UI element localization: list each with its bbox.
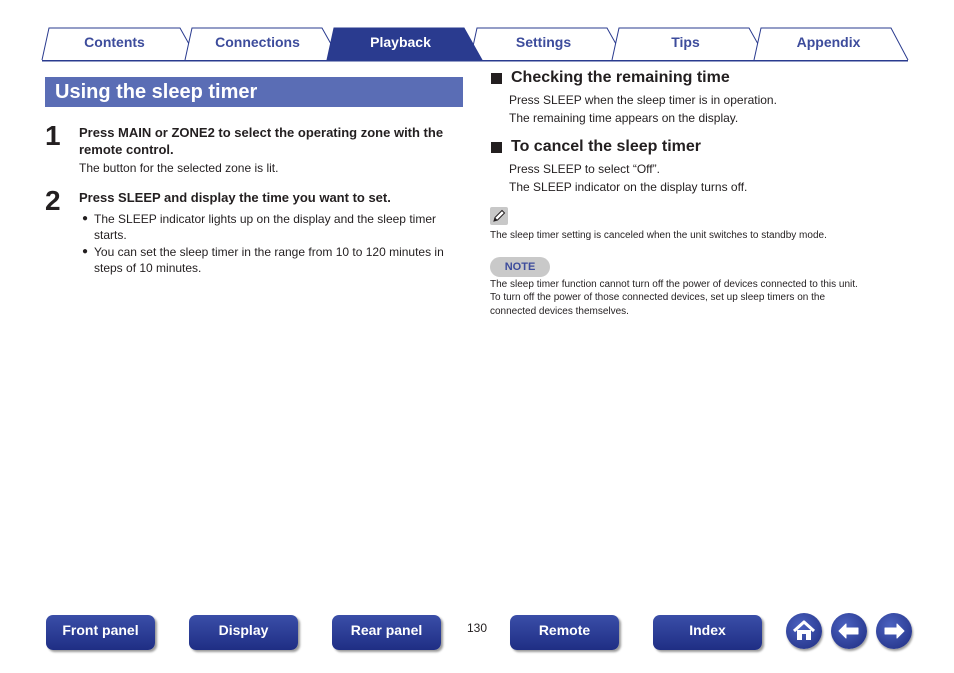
note-line-1: The sleep timer function cannot turn off the power of devices connected to this unit.	[490, 279, 858, 290]
bullet-dot: ●	[82, 246, 89, 257]
tab-outlines	[0, 0, 954, 64]
section-marker-icon	[491, 142, 502, 153]
step-number-1: 1	[45, 120, 61, 151]
tab-settings[interactable]: Settings	[515, 34, 572, 50]
top-tab-bar	[0, 0, 954, 64]
arrow-right-icon[interactable]	[876, 613, 912, 649]
step-2-heading: Press SLEEP and display the time you want to set.	[79, 190, 391, 205]
pencil-icon	[490, 207, 508, 225]
note-line-2: To turn off the power of those connected devices, set up sleep timers on the	[490, 292, 826, 303]
section-marker-icon	[491, 73, 502, 84]
remote-button[interactable]: Remote	[510, 615, 619, 650]
step-1-text: The button for the selected zone is lit.	[79, 161, 279, 175]
section-heading-cancel: To cancel the sleep timer	[511, 138, 701, 155]
tab-tips[interactable]: Tips	[671, 34, 700, 50]
rear-panel-button[interactable]: Rear panel	[332, 615, 441, 650]
arrow-left-icon[interactable]	[831, 613, 867, 649]
step-2-bullet-2: You can set the sleep timer in the range from 10 to 120 minutes in steps of 10 minutes.	[94, 245, 444, 275]
tab-contents[interactable]: Contents	[84, 34, 145, 50]
step-number-2: 2	[45, 185, 61, 216]
note-badge: NOTE	[490, 257, 550, 277]
page-title: Using the sleep timer	[55, 81, 258, 103]
section-1-line-1: Press SLEEP when the sleep timer is in operation.	[509, 93, 777, 107]
home-icon[interactable]	[786, 613, 822, 649]
tab-connections[interactable]: Connections	[215, 34, 300, 50]
index-button[interactable]: Index	[653, 615, 762, 650]
page-title-bar	[45, 77, 463, 107]
page-number: 130	[466, 621, 488, 635]
step-2-bullet-1: The SLEEP indicator lights up on the display and the sleep timer starts.	[94, 212, 436, 242]
tab-playback[interactable]: Playback	[370, 34, 431, 50]
front-panel-button[interactable]: Front panel	[46, 615, 155, 650]
section-2-line-1: Press SLEEP to select “Off”.	[509, 162, 660, 176]
tab-appendix[interactable]: Appendix	[796, 34, 861, 50]
section-heading-checking: Checking the remaining time	[511, 69, 730, 86]
note-line-3: connected devices themselves.	[490, 306, 629, 317]
display-button[interactable]: Display	[189, 615, 298, 650]
memo-text: The sleep timer setting is canceled when the unit switches to standby mode.	[490, 230, 827, 241]
section-2-line-2: The SLEEP indicator on the display turns off.	[509, 180, 748, 194]
step-1-heading: Press MAIN or ZONE2 to select the operating zone with the remote control.	[79, 125, 444, 157]
section-1-line-2: The remaining time appears on the display.	[509, 111, 739, 125]
bullet-dot: ●	[82, 213, 89, 224]
